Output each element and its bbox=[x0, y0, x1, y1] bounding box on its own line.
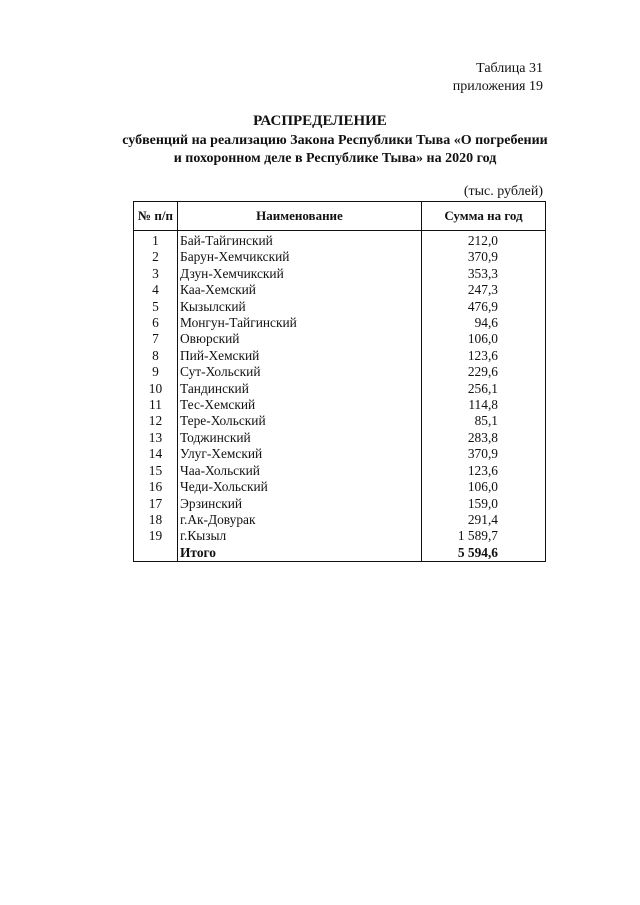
table-row bbox=[134, 463, 546, 479]
row-sum-cell: 114,8 bbox=[422, 397, 546, 413]
row-name-cell: г.Ак-Довурак bbox=[178, 512, 422, 528]
row-number-cell: 17 bbox=[134, 496, 178, 512]
table-row bbox=[134, 299, 546, 315]
table-row bbox=[134, 397, 546, 413]
row-sum-cell: 123,6 bbox=[422, 463, 546, 479]
row-sum-cell: 94,6 bbox=[422, 315, 546, 331]
row-number-cell: 10 bbox=[134, 381, 178, 397]
row-number-cell: 15 bbox=[134, 463, 178, 479]
units-note: (тыс. рублей) bbox=[463, 184, 543, 199]
row-number-cell: 5 bbox=[134, 299, 178, 315]
table-row bbox=[134, 413, 546, 429]
row-name-cell: Барун-Хемчикский bbox=[178, 249, 422, 265]
row-sum-cell: 370,9 bbox=[422, 249, 546, 265]
row-name-cell: Тес-Хемский bbox=[178, 397, 422, 413]
row-sum-cell: 370,9 bbox=[422, 446, 546, 462]
row-sum-cell: 283,8 bbox=[422, 430, 546, 446]
row-name-cell: Каа-Хемский bbox=[178, 282, 422, 298]
table-row bbox=[134, 315, 546, 331]
row-number-cell: 4 bbox=[134, 282, 178, 298]
row-name-cell: Тоджинский bbox=[178, 430, 422, 446]
row-name-cell: Овюрский bbox=[178, 331, 422, 347]
row-number-cell: 7 bbox=[134, 331, 178, 347]
row-number-cell: 16 bbox=[134, 479, 178, 495]
row-name-cell: г.Кызыл bbox=[178, 528, 422, 544]
row-number-cell: 12 bbox=[134, 413, 178, 429]
row-sum-cell: 476,9 bbox=[422, 299, 546, 315]
row-sum-cell: 85,1 bbox=[422, 413, 546, 429]
row-number-cell: 2 bbox=[134, 249, 178, 265]
row-name-cell: Тандинский bbox=[178, 381, 422, 397]
row-sum-cell: 106,0 bbox=[422, 331, 546, 347]
table-row bbox=[134, 479, 546, 495]
row-number-cell: 9 bbox=[134, 364, 178, 380]
row-name-cell: Чеди-Хольский bbox=[178, 479, 422, 495]
table-row bbox=[134, 348, 546, 364]
table-row bbox=[134, 496, 546, 512]
row-name-cell: Дзун-Хемчикский bbox=[178, 266, 422, 282]
table-header-row bbox=[134, 202, 546, 231]
table-row bbox=[134, 512, 546, 528]
table-number: Таблица 31 bbox=[476, 61, 543, 76]
table-body bbox=[134, 231, 546, 545]
row-number-cell: 13 bbox=[134, 430, 178, 446]
document-subtitle: субвенций на реализацию Закона Республики Тыва «О погребении и похоронном деле в Республике Тыва» на 2020 год bbox=[122, 133, 548, 166]
total-sum: 5 594,6 bbox=[422, 545, 546, 562]
table-row bbox=[134, 266, 546, 282]
row-name-cell: Чаа-Хольский bbox=[178, 463, 422, 479]
column-header-name: Наименование bbox=[178, 202, 422, 231]
row-number-cell: 6 bbox=[134, 315, 178, 331]
row-sum-cell: 123,6 bbox=[422, 348, 546, 364]
row-name-cell: Улуг-Хемский bbox=[178, 446, 422, 462]
row-name-cell: Бай-Тайгинский bbox=[178, 231, 422, 250]
row-number-cell: 3 bbox=[134, 266, 178, 282]
total-label: Итого bbox=[178, 545, 422, 562]
table-row bbox=[134, 282, 546, 298]
table-row bbox=[134, 430, 546, 446]
table-row bbox=[134, 364, 546, 380]
table-row bbox=[134, 528, 546, 544]
row-sum-cell: 353,3 bbox=[422, 266, 546, 282]
row-name-cell: Монгун-Тайгинский bbox=[178, 315, 422, 331]
row-sum-cell: 291,4 bbox=[422, 512, 546, 528]
row-sum-cell: 212,0 bbox=[422, 231, 546, 250]
row-sum-cell: 106,0 bbox=[422, 479, 546, 495]
row-sum-cell: 229,6 bbox=[422, 364, 546, 380]
row-name-cell: Пий-Хемский bbox=[178, 348, 422, 364]
total-number-cell bbox=[134, 545, 178, 562]
row-number-cell: 1 bbox=[134, 231, 178, 250]
row-sum-cell: 247,3 bbox=[422, 282, 546, 298]
table-row bbox=[134, 231, 546, 250]
row-sum-cell: 256,1 bbox=[422, 381, 546, 397]
row-name-cell: Тере-Хольский bbox=[178, 413, 422, 429]
row-number-cell: 19 bbox=[134, 528, 178, 544]
column-header-sum: Сумма на год bbox=[422, 202, 546, 231]
appendix-number: приложения 19 bbox=[452, 79, 543, 94]
row-name-cell: Эрзинский bbox=[178, 496, 422, 512]
document-title: РАСПРЕДЕЛЕНИЕ bbox=[253, 113, 387, 129]
table-row bbox=[134, 446, 546, 462]
table-row bbox=[134, 381, 546, 397]
row-number-cell: 8 bbox=[134, 348, 178, 364]
row-number-cell: 14 bbox=[134, 446, 178, 462]
row-name-cell: Кызылский bbox=[178, 299, 422, 315]
row-name-cell: Сут-Хольский bbox=[178, 364, 422, 380]
table-row bbox=[134, 249, 546, 265]
row-sum-cell: 159,0 bbox=[422, 496, 546, 512]
row-number-cell: 11 bbox=[134, 397, 178, 413]
total-row bbox=[134, 545, 546, 562]
table-row bbox=[134, 331, 546, 347]
distribution-table bbox=[133, 201, 546, 562]
row-sum-cell: 1 589,7 bbox=[422, 528, 546, 544]
row-number-cell: 18 bbox=[134, 512, 178, 528]
table-reference bbox=[453, 60, 543, 96]
column-header-number: № п/п bbox=[134, 202, 178, 231]
